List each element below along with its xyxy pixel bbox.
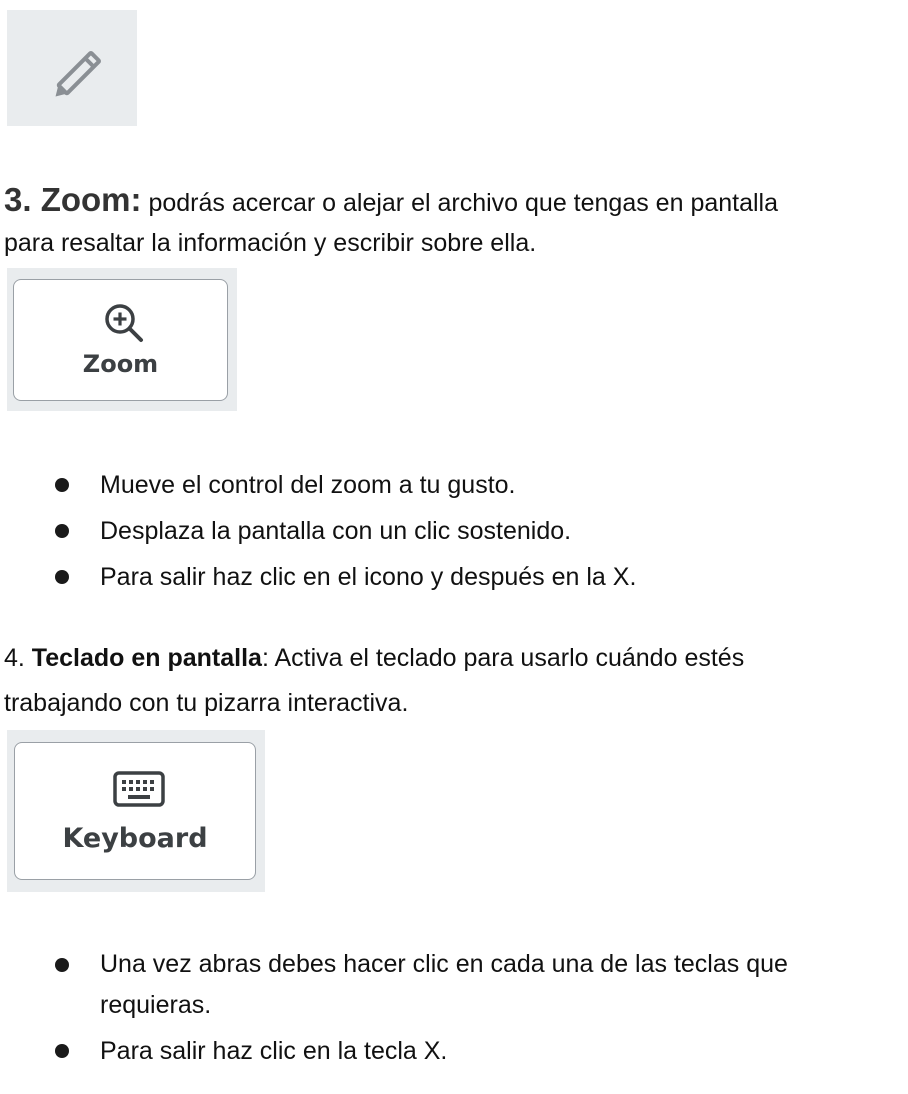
zoom-button[interactable] [13, 279, 228, 401]
list-item: Una vez abras debes hacer clic en cada una de las teclas que requieras. [0, 944, 860, 1026]
zoom-button-screenshot [7, 268, 237, 411]
bullet-dot [55, 478, 69, 492]
bullet-dot [55, 570, 69, 584]
keyboard-paragraph-line2: trabajando con tu pizarra interactiva. [4, 689, 409, 717]
keyboard-button-label: Keyboard [62, 823, 208, 854]
zoom-in-icon [103, 302, 145, 344]
keyboard-icon [113, 771, 165, 811]
keyboard-number: 4. [4, 644, 32, 672]
zoom-paragraph-line2: para resaltar la información y escribir sobre ella. [4, 229, 537, 257]
list-item: Para salir haz clic en la tecla X. [0, 1028, 908, 1074]
pencil-thumbnail [7, 10, 137, 126]
list-item: Mueve el control del zoom a tu gusto. [0, 462, 908, 508]
zoom-paragraph-line1 [4, 178, 778, 225]
zoom-button-label: Zoom [82, 350, 159, 378]
bullet-dot [55, 524, 69, 538]
zoom-description-part1: podrás acercar o alejar el archivo que tengas en pantalla [141, 189, 779, 217]
list-item: Desplaza la pantalla con un clic sostenido. [0, 508, 908, 554]
keyboard-paragraph-line1 [4, 637, 744, 680]
keyboard-heading: Teclado en pantalla [31, 644, 262, 672]
bullet-dot [55, 1044, 69, 1058]
zoom-heading: 3. Zoom: [4, 181, 142, 218]
pencil-icon [45, 38, 117, 104]
keyboard-bullet-list [0, 944, 908, 1074]
zoom-bullet-list [0, 462, 908, 600]
list-item: Para salir haz clic en el icono y después en la X. [0, 554, 908, 600]
keyboard-button[interactable] [14, 742, 256, 880]
bullet-dot [55, 958, 69, 972]
keyboard-description-part1: : Activa el teclado para usarlo cuándo estés [261, 644, 745, 672]
keyboard-button-screenshot [7, 730, 265, 892]
